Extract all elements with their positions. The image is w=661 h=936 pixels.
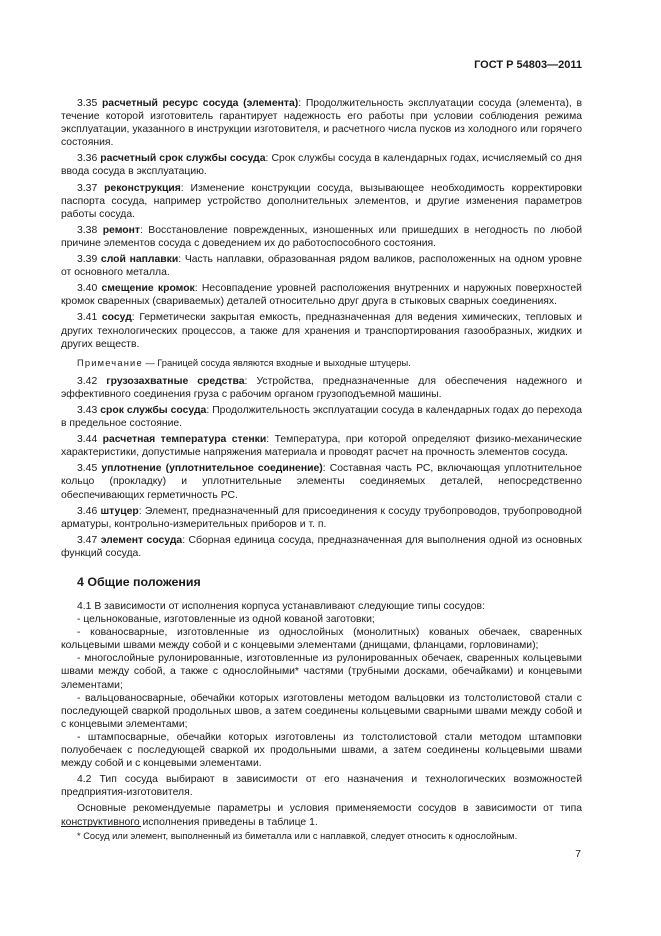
page-content [61, 97, 582, 829]
definition-term: ремонт [102, 224, 140, 236]
definition-text: : Температура, при которой определяют физико-механические характеристики, допустимые напряжения материала и проводят расчет на прочность элементов сосуда. [61, 434, 583, 459]
definition-text: : Срок службы сосуда в календарных годах, исчисляемый со дня ввода сосуда в эксплуатацию. [61, 153, 582, 178]
definition-3-46 [61, 505, 582, 531]
section-paragraph-4-2: 4.2 Тип сосуда выбирают в зависимости от его назначения и технологических возможностей предприятия-изготовителя. [61, 774, 582, 799]
definition-3-45 [61, 462, 582, 501]
definition-text: : Герметически закрытая емкость, предназначенная для ведения химических, тепловых и других технологических процессов, а также для хранения и транспортирования газообразных, жидких и других веществ. [61, 312, 583, 350]
definition-term: расчетный ресурс сосуда (элемента) [101, 98, 299, 109]
definition-number: 3.44 [77, 434, 98, 446]
definition-3-41 [61, 311, 582, 350]
definition-text: : Сборная единица сосуда, предназначенная для выполнения одной из основных функций сосуда. [61, 534, 582, 559]
definition-term: элемент сосуда [100, 534, 183, 546]
definition-term: штуцер [100, 505, 139, 517]
definition-number: 3.38 [77, 224, 98, 236]
definition-3-38 [61, 224, 582, 250]
definition-number: 3.35 [77, 98, 98, 109]
definition-text: : Часть наплавки, образованная рядом валиков, расположенных на одном уровне от основного металла. [61, 254, 582, 279]
footnote-divider [61, 826, 141, 827]
section-paragraph-parameters: Основные рекомендуемые параметры и условия применяемости сосудов в зависимости от типа конструктивного исполнения приведены в таблице 1. [61, 803, 582, 828]
list-item: - вальцованосварные, обечайки которых изготовлены методом вальцовки из толстолистовой стали с последующей сваркой продольных швов, а затем соединены кольцевыми сварными швами между собой и с концевыми элементами; [61, 692, 582, 730]
definition-term: срок службы сосуда [100, 404, 207, 416]
definition-text: : Устройства, предназначенные для обеспечения надежного и эффективного соединения груза с рабочим органом грузоподъемной машины. [61, 375, 582, 400]
list-item: - цельнокованые, изготовленные из одной кованой заготовки; [77, 614, 375, 626]
vessel-types-list [61, 613, 582, 770]
document-code: ГОСТ Р 54803—2011 [474, 59, 582, 71]
definition-text: : Изменение конструкции сосуда, вызывающее необходимость корректировки паспорта сосуда, например устройство дополнительных элементов, и другие изменения параметров работы сосуда. [61, 182, 582, 220]
definition-3-35 [61, 97, 582, 149]
definition-3-43 [61, 404, 582, 430]
note [61, 357, 582, 370]
definition-term: реконструкция [104, 182, 181, 194]
definition-number: 3.43 [77, 404, 98, 416]
definition-3-36 [61, 152, 582, 178]
definition-number: 3.36 [77, 153, 98, 165]
definition-3-42 [61, 375, 582, 401]
page-number: 7 [575, 849, 581, 860]
definition-3-39 [61, 253, 582, 279]
definition-term: грузозахватные средства [106, 375, 245, 387]
list-item: - штампосварные, обечайки которых изготовлены из толстолистовой стали методом штамповки полуобечаек с последующей сваркой их продольными швами, а затем соединены кольцевыми швами между собой и с концевыми элементами. [61, 731, 582, 770]
definition-term: уплотнение (уплотнительное соединение) [101, 463, 323, 475]
definition-3-37 [61, 182, 582, 221]
note-label: Примечание [77, 357, 143, 368]
section-heading: 4 Общие положения [77, 575, 201, 589]
definition-text: : Продолжительность эксплуатации сосуда (элемента), в течение которой изготовитель гарантирует надежность его работы при условии соблюдения режима эксплуатации, указанного в инструкции изготовителя, и расчетного числа пусков из холодного или горячего состояния. [61, 98, 583, 149]
definition-number: 3.45 [77, 463, 98, 475]
list-item: - кованосварные, изготовленные из однослойных (монолитных) кованых обечаек, сваренных кольцевыми швами между собой и с концевыми элементами (днищами, фланцами, горловинами); [61, 627, 582, 652]
definition-number: 3.40 [77, 283, 98, 295]
definition-term: расчетный срок службы сосуда [100, 153, 266, 165]
definition-text: : Продолжительность эксплуатации сосуда в календарных годах до перехода в предельное состояние. [61, 404, 582, 430]
definition-3-40 [61, 282, 582, 308]
definition-term: слой наплавки [100, 254, 179, 266]
definition-text: : Составная часть РС, включающая уплотнительное кольцо (прокладку) и уплотнительные элементы соединяемых деталей, непосредственно обеспечивающих герметичность РС. [61, 463, 582, 501]
definition-term: сосуд [101, 312, 132, 324]
section-paragraph-4-1: 4.1 В зависимости от исполнения корпуса устанавливают следующие типы сосудов: [77, 601, 485, 612]
definition-text: : Элемент, предназначенный для присоединения к сосуду трубопроводов, трубопроводной арматуры, контрольно-измерительных приборов и т. п. [61, 505, 582, 530]
definition-number: 3.47 [77, 534, 98, 546]
list-item: - многослойные рулонированные, изготовленные из рулонированных обечаек, сваренных кольцевыми швами между собой, а также с однослойными* частями (трубными досками, обечайками) и концевыми элементами; [61, 653, 582, 691]
definition-3-47 [61, 534, 582, 560]
definition-number: 3.41 [77, 312, 98, 324]
footnote: * Сосуд или элемент, выполненный из биметалла или с наплавкой, следует относить к однослойным. [77, 831, 518, 841]
definition-text: : Восстановление поврежденных, изношенных или пришедших в негодность по любой причине элементов сосуда с доведением их до работоспособного состояния. [61, 224, 583, 249]
definition-number: 3.37 [77, 182, 98, 194]
definition-number: 3.39 [77, 254, 98, 266]
definition-text: : Несовпадение уровней расположения внутренних и наружных поверхностей кромок сваренных (свариваемых) деталей относительно друг друга в стыковых сварных соединениях. [61, 283, 582, 308]
definition-term: расчетная температура стенки [102, 434, 267, 446]
note-text: — Границей сосуда являются входные и выходные штуцеры. [142, 357, 411, 368]
definition-term: смещение кромок [101, 283, 195, 295]
definition-number: 3.46 [77, 505, 98, 517]
definition-3-44 [61, 433, 582, 459]
definitions-list [61, 97, 582, 351]
definitions-list-continued [61, 375, 582, 560]
definition-number: 3.42 [77, 375, 98, 387]
